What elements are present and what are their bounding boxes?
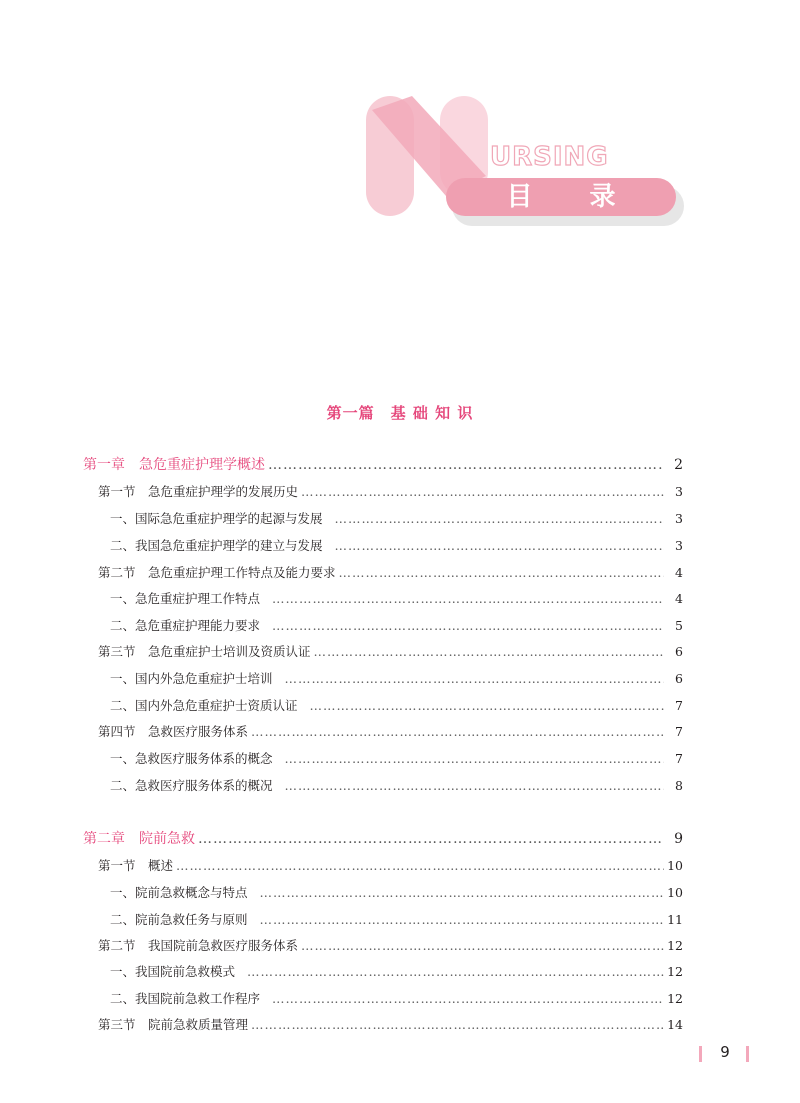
toc-section[interactable] <box>98 643 683 661</box>
leader-dots <box>272 617 664 635</box>
page-number: 9 <box>720 1043 730 1061</box>
toc-entry-text: 第三节 院前急救质量管理 <box>98 1017 249 1032</box>
letter-n-graphic <box>0 0 800 260</box>
toc-item[interactable] <box>110 697 683 715</box>
toc-entry-text: 第二章 院前急救 <box>83 831 195 847</box>
toc-page-number: 4 <box>675 565 683 580</box>
toc-entry-text: 第一节 急危重症护理学的发展历史 <box>98 484 299 499</box>
toc-page-number: 10 <box>667 858 683 873</box>
leader-dots <box>268 456 664 474</box>
toc-page-number: 5 <box>675 618 683 633</box>
leader-dots <box>301 483 664 501</box>
toc-entry-text: 第一节 概述 <box>98 858 174 873</box>
toc-entry-text: 第二节 急危重症护理工作特点及能力要求 <box>98 565 336 580</box>
leader-dots <box>285 750 664 768</box>
leader-dots <box>272 990 664 1008</box>
toc-entry-text: 一、国际急危重症护理学的起源与发展 <box>110 511 323 526</box>
leader-dots <box>251 723 664 741</box>
toc-entry-text: 二、急危重症护理能力要求 <box>110 618 261 633</box>
toc-entry-text: 一、急危重症护理工作特点 <box>110 591 261 606</box>
toc-item[interactable] <box>110 911 683 929</box>
toc-page-number: 7 <box>675 724 683 739</box>
toc-page-number: 14 <box>667 1017 683 1032</box>
nursing-logo <box>0 0 800 260</box>
toc-item[interactable] <box>110 750 683 768</box>
toc-item[interactable] <box>110 990 683 1008</box>
toc-page-number: 10 <box>667 885 683 900</box>
toc-page-number: 4 <box>675 591 683 606</box>
toc-page-number: 8 <box>675 778 683 793</box>
toc-entry-text: 第一章 急危重症护理学概述 <box>83 457 265 473</box>
toc-section[interactable] <box>98 723 683 741</box>
leader-dots <box>301 937 664 955</box>
toc-entry-text: 第三节 急危重症护士培训及资质认证 <box>98 644 311 659</box>
toc-page-number: 3 <box>675 484 683 499</box>
toc-section[interactable] <box>98 857 683 875</box>
toc-section[interactable] <box>98 1016 683 1034</box>
leader-dots <box>260 911 664 929</box>
toc-entry-text: 一、国内外急危重症护士培训 <box>110 671 273 686</box>
toc-page-number: 12 <box>667 991 683 1006</box>
toc-page-number: 6 <box>675 671 683 686</box>
toc-item[interactable] <box>110 590 683 608</box>
leader-dots <box>251 1016 664 1034</box>
leader-dots <box>285 670 664 688</box>
toc-entry-text: 第二节 我国院前急救医疗服务体系 <box>98 938 299 953</box>
leader-dots <box>335 537 664 555</box>
toc-entry-text: 第四节 急救医疗服务体系 <box>98 724 249 739</box>
toc-entry-text: 一、急救医疗服务体系的概念 <box>110 751 273 766</box>
toc-entry-text: 二、我国急危重症护理学的建立与发展 <box>110 538 323 553</box>
leader-dots <box>272 590 664 608</box>
toc-page-number: 7 <box>675 698 683 713</box>
toc-item[interactable] <box>110 777 683 795</box>
toc-chapter-2[interactable] <box>83 830 683 848</box>
toc-page-number: 7 <box>675 751 683 766</box>
toc-page-number: 9 <box>674 831 683 847</box>
leader-dots <box>198 830 664 848</box>
toc-entry-text: 二、急救医疗服务体系的概况 <box>110 778 273 793</box>
toc-entry-text: 二、国内外急危重症护士资质认证 <box>110 698 298 713</box>
leader-dots <box>314 643 664 661</box>
page-title: 目 录 <box>506 182 640 212</box>
toc-chapter-1[interactable] <box>83 456 683 474</box>
logo-word: URSING <box>490 142 609 172</box>
page-number-bar-right <box>746 1046 749 1062</box>
leader-dots <box>310 697 664 715</box>
toc-page-number: 2 <box>674 457 683 473</box>
leader-dots <box>335 510 664 528</box>
toc-section[interactable] <box>98 564 683 582</box>
toc-section[interactable] <box>98 483 683 501</box>
toc-item[interactable] <box>110 617 683 635</box>
part-title: 第一篇 基 础 知 识 <box>326 404 474 422</box>
toc-page-number: 12 <box>667 964 683 979</box>
leader-dots <box>339 564 664 582</box>
toc-page-number: 11 <box>667 912 683 927</box>
toc-page-number: 12 <box>667 938 683 953</box>
toc-item[interactable] <box>110 963 683 981</box>
page-number-bar-left <box>699 1046 702 1062</box>
toc-section[interactable] <box>98 937 683 955</box>
toc-item[interactable] <box>110 510 683 528</box>
toc-entry-text: 二、我国院前急救工作程序 <box>110 991 261 1006</box>
leader-dots <box>285 777 664 795</box>
toc-entry-text: 二、院前急救任务与原则 <box>110 912 248 927</box>
toc-page-number: 3 <box>675 538 683 553</box>
toc-item[interactable] <box>110 670 683 688</box>
toc-page-number: 3 <box>675 511 683 526</box>
toc-item[interactable] <box>110 884 683 902</box>
toc-entry-text: 一、我国院前急救模式 <box>110 964 236 979</box>
toc-entry-text: 一、院前急救概念与特点 <box>110 885 248 900</box>
leader-dots <box>260 884 664 902</box>
leader-dots <box>176 857 664 875</box>
toc-page-number: 6 <box>675 644 683 659</box>
toc-item[interactable] <box>110 537 683 555</box>
leader-dots <box>247 963 664 981</box>
